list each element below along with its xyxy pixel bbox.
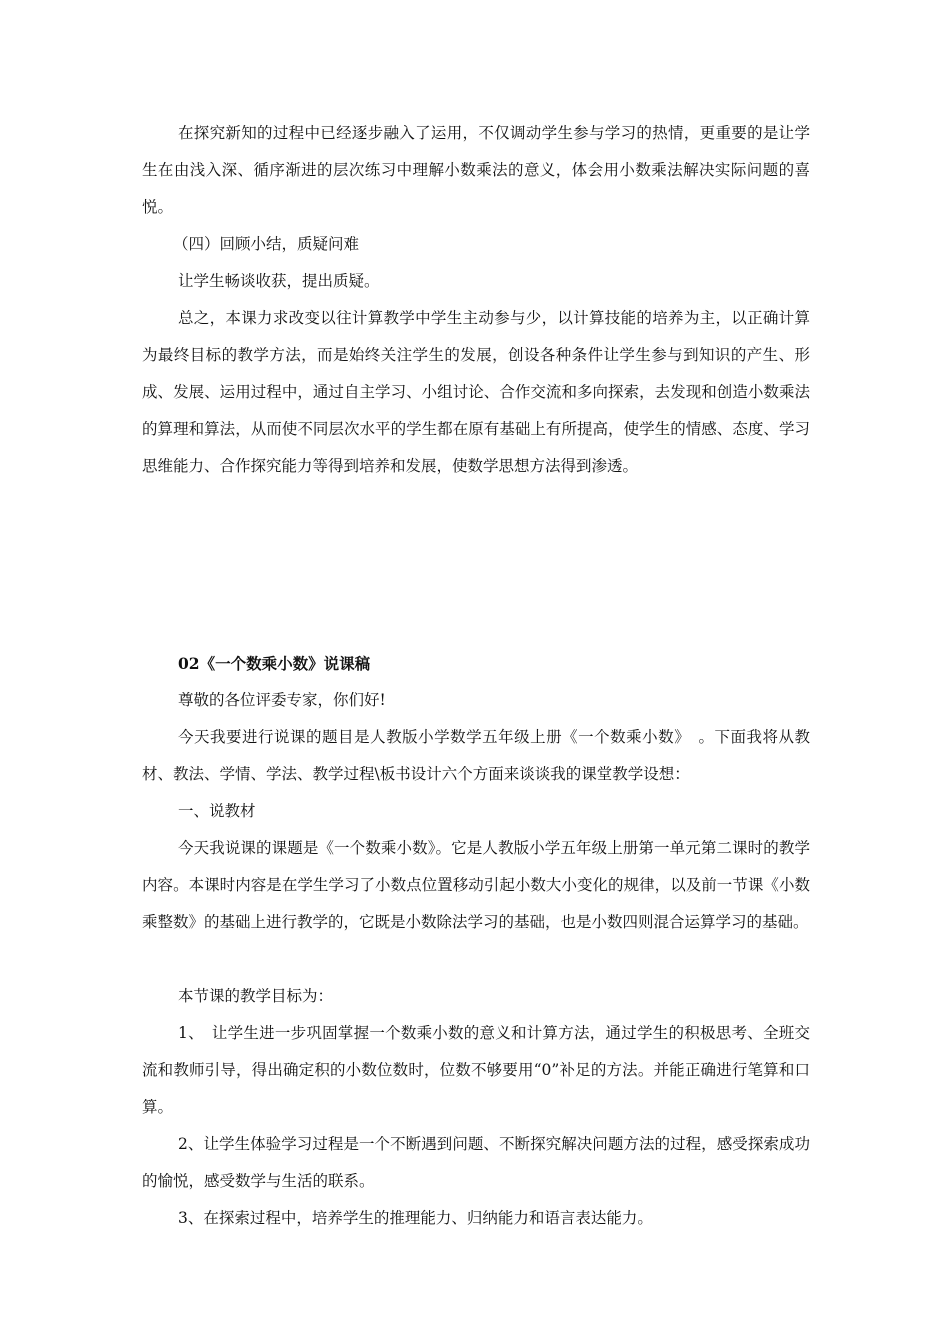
teaching-goal-3: 3、在探索过程中，培养学生的推理能力、归纳能力和语言表达能力。 <box>178 1209 653 1227</box>
teaching-goal-1: 1、 让学生进一步巩固掌握一个数乘小数的意义和计算方法，通过学生的积极思考、全班交流和教师引导，得出确定积的小数位数时，位数不够要用“0”补足的方法。并能正确进行笔算和口算。 <box>142 1024 810 1116</box>
paragraph-practice-summary: 在探究新知的过程中已经逐步融入了运用，不仅调动学生参与学习的热情，更重要的是让学生在由浅入深、循序渐进的层次练习中理解小数乘法的意义，体会用小数乘法解决实际问题的喜悦。 <box>142 124 810 216</box>
greeting: 尊敬的各位评委专家，你们好! <box>178 691 386 709</box>
paragraph-intro: 今天我要进行说课的题目是人教版小学数学五年级上册《一个数乘小数》 。下面我将从教材、教法、学情、学法、教学过程\板书设计六个方面来谈谈我的课堂教学设想： <box>142 728 810 783</box>
teaching-goals-title: 本节课的教学目标为： <box>178 987 334 1005</box>
teaching-goal-2: 2、让学生体验学习过程是一个不断遇到问题、不断探究解决问题方法的过程，感受探索成功的愉悦，感受数学与生活的联系。 <box>142 1135 810 1190</box>
heading-review-summary: （四）回顾小结，质疑问难 <box>173 235 360 253</box>
paragraph-textbook: 今天我说课的课题是《一个数乘小数》。它是人教版小学五年级上册第一单元第二课时的教学内容。本课时内容是在学生学习了小数点位置移动引起小数大小变化的规律，以及前一节课《小数乘整数》的基础上进行教学的，它既是小数除法学习的基础，也是小数四则混合运算学习的基础。 <box>142 839 810 931</box>
heading-textbook: 一、说教材 <box>178 802 256 820</box>
paragraph-share-gains: 让学生畅谈收获，提出质疑。 <box>178 272 380 290</box>
document-title: 02《一个数乘小数》说课稿 <box>178 654 371 673</box>
paragraph-conclusion: 总之，本课力求改变以往计算教学中学生主动参与少，以计算技能的培养为主，以正确计算为最终目标的教学方法，而是始终关注学生的发展，创设各种条件让学生参与到知识的产生、形成、发展、运用过程中，通过自主学习、小组讨论、合作交流和多向探索，去发现和创造小数乘法的算理和算法，从而使不同层次水平的学生都在原有基础上有所提高，使学生的情感、态度、学习思维能力、合作探究能力等得到培养和发展，使数学思想方法得到渗透。 <box>142 309 810 475</box>
